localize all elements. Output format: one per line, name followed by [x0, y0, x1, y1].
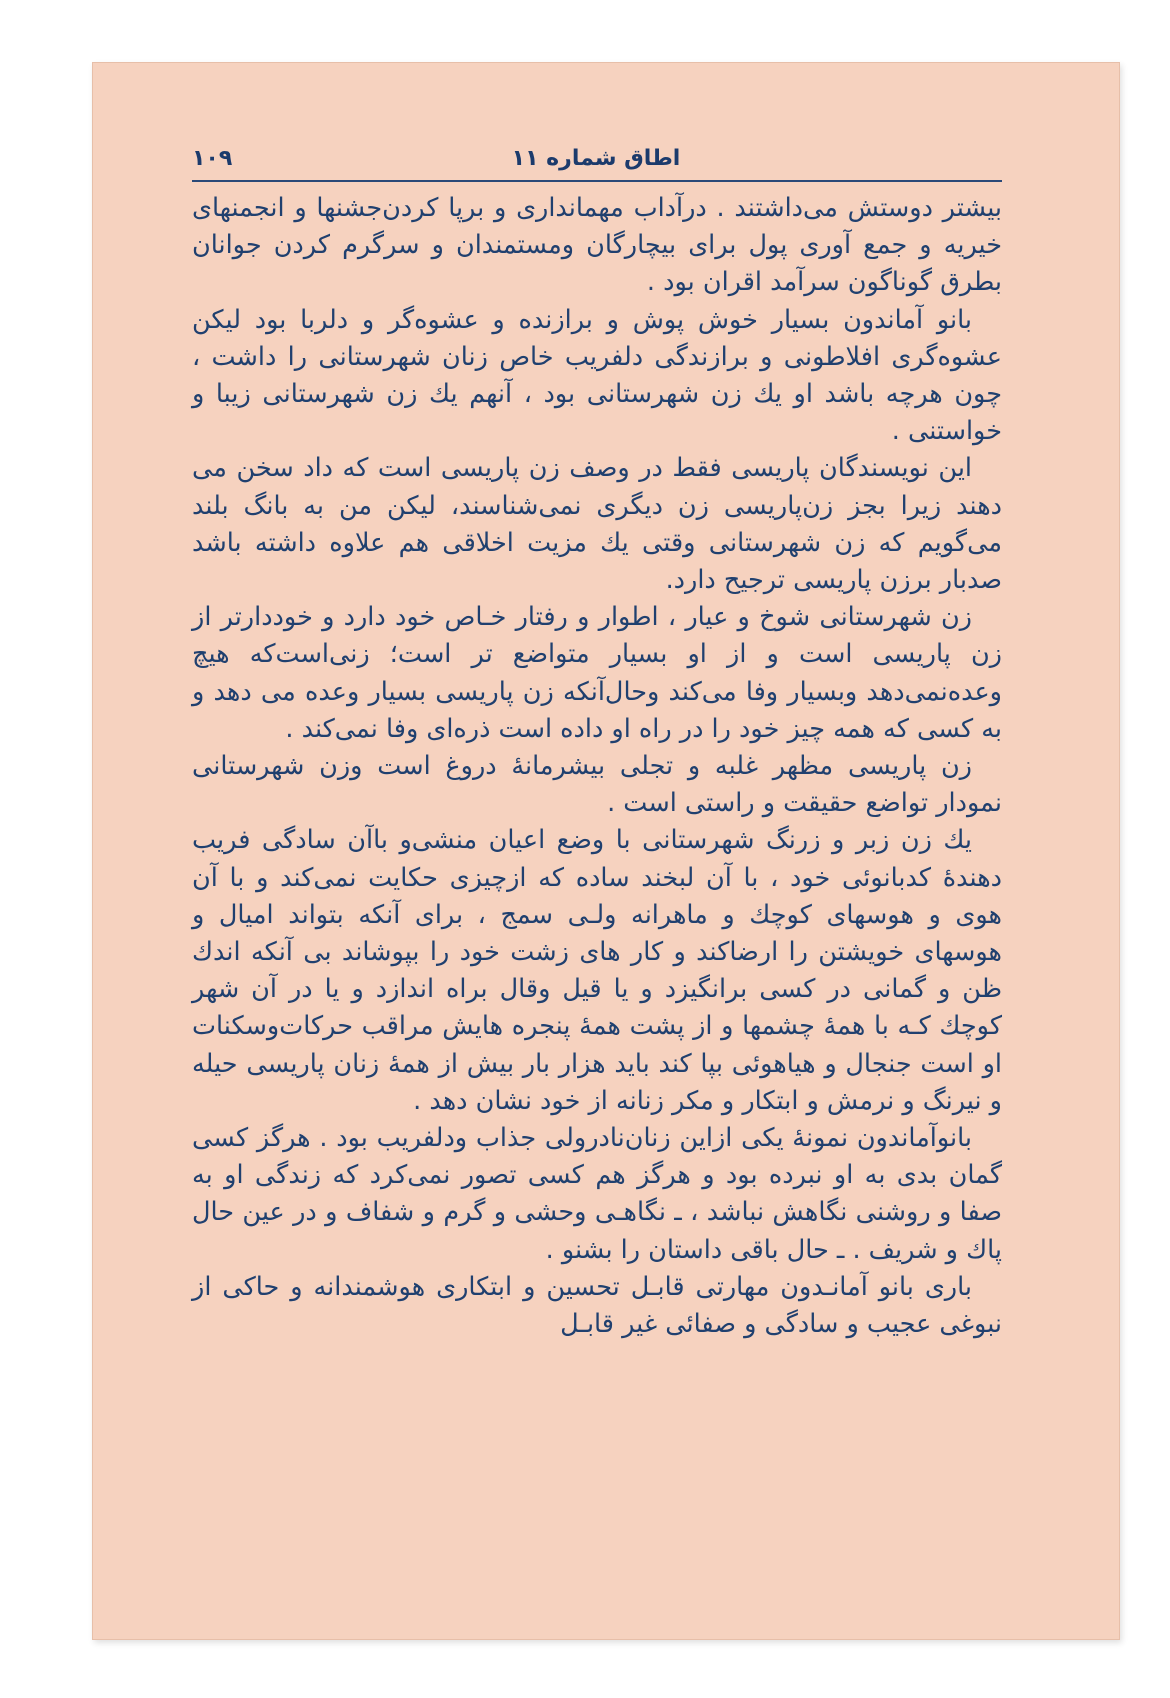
paragraph-2: بانو آماندون بسیار خوش پوش و برازنده و عشوه‌گر و دلربا بود لیکن عشوه‌گری افلاطونی و برازندگی دلفریب خاص زنان شهرستانی را داشت ، چون هرچه باشد او یك زن شهرستانی بود ، آنهم یك زن شهرستانی زیبا و خواستنی .: [192, 304, 1002, 447]
page-number: ۱۰۹: [192, 145, 233, 171]
book-page: [92, 62, 1120, 1640]
paragraph-8: باری بانو آمانـدون مهارتی قابـل تحسین و ابتکاری هوشمندانه و حاکی از نبوغی عجیب و سادگی و صفائی غیر قابـل: [192, 1271, 1002, 1340]
paragraph-4: زن شهرستانی شوخ و عیار ، اطوار و رفتار خـاص خود دارد و خوددارتر از زن پاریسی است و از او بسیار متواضع تر است؛ زنی‌است‌که هیچ وعده‌نمی‌دهد وبسیار وفا می‌کند وحال‌آنکه زن پاریسی بسیار وعده می دهد و به کسی که همه چیز خود را در راه او داده است ذره‌ای وفا نمی‌کند .: [192, 602, 1002, 744]
paragraph-7: بانوآماندون نمونهٔ یکی ازاین زنان‌نادرولی جذاب ودلفریب بود . هرگز کسی گمان بدی به او نبرده بود و هرگز هم کسی تصور نمی‌کرد که زندگی او به صفا و روشنی نگاهش نباشد ، ـ نگاهـی وحشی‌ و گرم و شفاف و در عین حال پاك و شریف . ـ حال باقی داستان را بشنو .: [192, 1123, 1002, 1265]
paragraph-3: این نویسندگان پاریسی فقط در وصف زن پاریسی است که داد سخن می دهند زیرا بجز زن‌پاریسی زن دیگری نمی‌شناسند، لیکن من به بانگ بلند می‌گویم که زن شهرستانی وقتی یك مزیت اخلاقی هم علاوه داشته باشد صدبار برزن پاریسی ترجیح دارد.: [192, 453, 1002, 596]
body-text: [192, 190, 1002, 1343]
chapter-title: اطاق شماره ۱۱: [511, 145, 681, 171]
header-rule: [192, 180, 1002, 182]
running-header: [192, 138, 1000, 178]
paragraph-5: زن پاریسی مظهر غلبه و تجلی بیشرمانهٔ دروغ است وزن شهرستانی نمودار تواضع حقیقت و راستی است .: [192, 751, 1002, 819]
paragraph-6: یك زن زبر و زرنگ شهرستانی با وضع اعیان منشی‌و باآن سادگی فریب دهندهٔ کدبانوئی خود ، با آن لبخند ساده که ازچیزی حکایت نمی‌کند و با آن هوی و هوسهای کوچك و ماهرانه ولـی سمج ، برای آنکه بتواند امیال و هوسهای خویشتن را ارضاکند و کار های زشت خود را بپوشاند بی آنکه اندك ظن و گمانی در کسی برانگیزد و یا قیل وقال براه اندازد و یا در آن شهر کوچك کـه با همهٔ چشمها و از پشت همهٔ پنجره هایش مراقب حرکات‌وسکنات او است جنجال و هیاهوئی بپا کند باید هزار بار بیش از همهٔ زنان پاریسی حیله و نیرنگ و نرمش و ابتکار و مکر زنانه از خود نشان دهد .: [192, 825, 1002, 1116]
paragraph-1: بیشتر دوستش می‌داشتند . درآداب مهمانداری و برپا کردن‌جشنها و انجمنهای خیریه و جمع آوری پول برای بیچارگان ومستمندان و سرگرم کردن جوانان بطرق گوناگون سرآمد اقران بود .: [192, 193, 1002, 298]
